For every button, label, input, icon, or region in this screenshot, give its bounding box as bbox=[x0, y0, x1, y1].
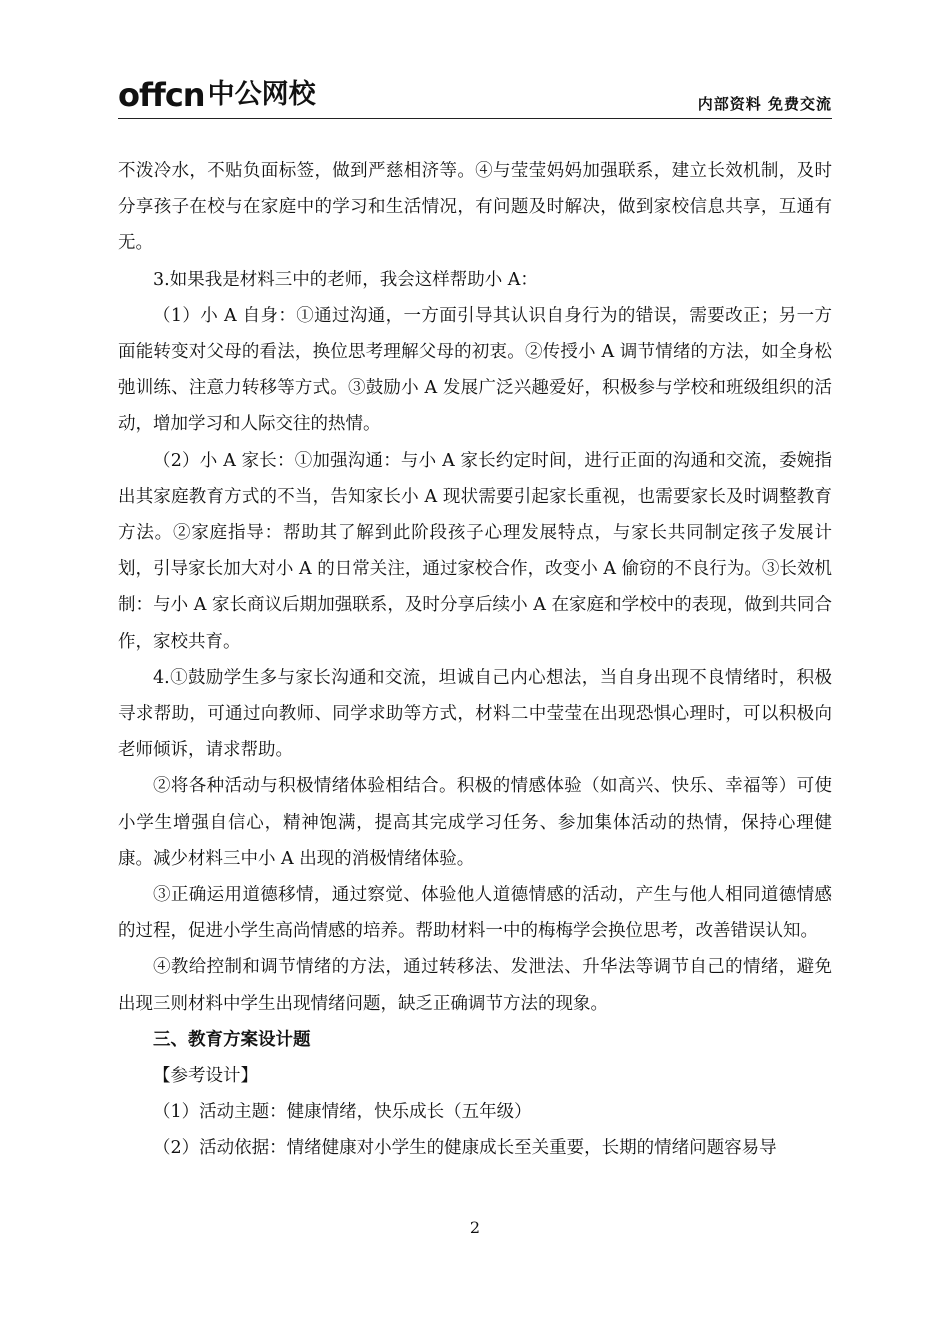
header-tagline: 内部资料 免费交流 bbox=[697, 95, 832, 113]
page-number: 2 bbox=[469, 1218, 481, 1237]
paragraph-question-4: 4.①鼓励学生多与家长沟通和交流，坦诚自己内心想法，当自身出现不良情绪时，积极寻求帮助，可通过向教师、同学求助等方式，材料二中莹莹在出现恐惧心理时，可以积极向老师倾诉，请求帮助。 bbox=[118, 667, 832, 761]
paragraph-4-3: ③正确运用道德移情，通过察觉、体验他人道德情感的活动，产生与他人相同道德情感的过程，促进小学生高尚情感的培养。帮助材料一中的梅梅学会换位思考，改善错误认知。 bbox=[118, 885, 832, 942]
page-header bbox=[118, 74, 832, 119]
section-heading: 三、教育方案设计题 bbox=[153, 1029, 311, 1050]
activity-theme: （1）活动主题：健康情绪，快乐成长（五年级） bbox=[153, 1102, 532, 1123]
paragraph-continuation: 不泼冷水，不贴负面标签，做到严慈相济等。④与莹莹妈妈加强联系，建立长效机制，及时分享孩子在校与在家庭中的学习和生活情况，有问题及时解决，做到家校信息共享，互通有无。 bbox=[118, 161, 832, 254]
paragraph-4-2: ②将各种活动与积极情绪体验相结合。积极的情感体验（如高兴、快乐、幸福等）可使小学生增强自信心，精神饱满，提高其完成学习任务、参加集体活动的热情，保持心理健康。减少材料三中小 A 出现的消极情绪体验。 bbox=[118, 776, 832, 869]
paragraph-3-2: （2）小 A 家长：①加强沟通：与小 A 家长约定时间，进行正面的沟通和交流，委婉指出其家庭教育方式的不当，告知家长小 A 现状需要引起家长重视，也需要家长及时调整教育方法。②家庭指导：帮助其了解到此阶段孩子心理发展特点，与家长共同制定孩子发展计划，引导家长加大对小 A 的日常关注，通过家校合作，改变小 A 偷窃的不良行为。③长效机制：与小 A 家长商议后期加强联系，及时分享后续小 A 在家庭和学校中的表现，做到共同合作，家校共育。 bbox=[118, 450, 832, 652]
activity-basis: （2）活动依据：情绪健康对小学生的健康成长至关重要，长期的情绪问题容易导 bbox=[153, 1138, 777, 1159]
logo-text-cn: 中公网校 bbox=[207, 79, 316, 110]
offcn-logo bbox=[118, 76, 316, 114]
paragraph-question-3: 3.如果我是材料三中的老师，我会这样帮助小 A： bbox=[153, 269, 538, 290]
document-body bbox=[118, 153, 832, 1167]
paragraph-3-1: （1）小 A 自身：①通过沟通，一方面引导其认识自身行为的错误，需要改正；另一方面能转变对父母的看法，换位思考理解父母的初衷。②传授小 A 调节情绪的方法，如全身松弛训练、注意力转移等方式。③鼓励小 A 发展广泛兴趣爱好，积极参与学校和班级组织的活动，增加学习和人际交往的热情。 bbox=[118, 305, 832, 435]
logo-text-en: offcn bbox=[118, 76, 205, 114]
paragraph-4-4: ④教给控制和调节情绪的方法，通过转移法、发泄法、升华法等调节自己的情绪，避免出现三则材料中学生出现情绪问题，缺乏正确调节方法的现象。 bbox=[118, 957, 832, 1014]
reference-design-label: 【参考设计】 bbox=[153, 1066, 258, 1087]
